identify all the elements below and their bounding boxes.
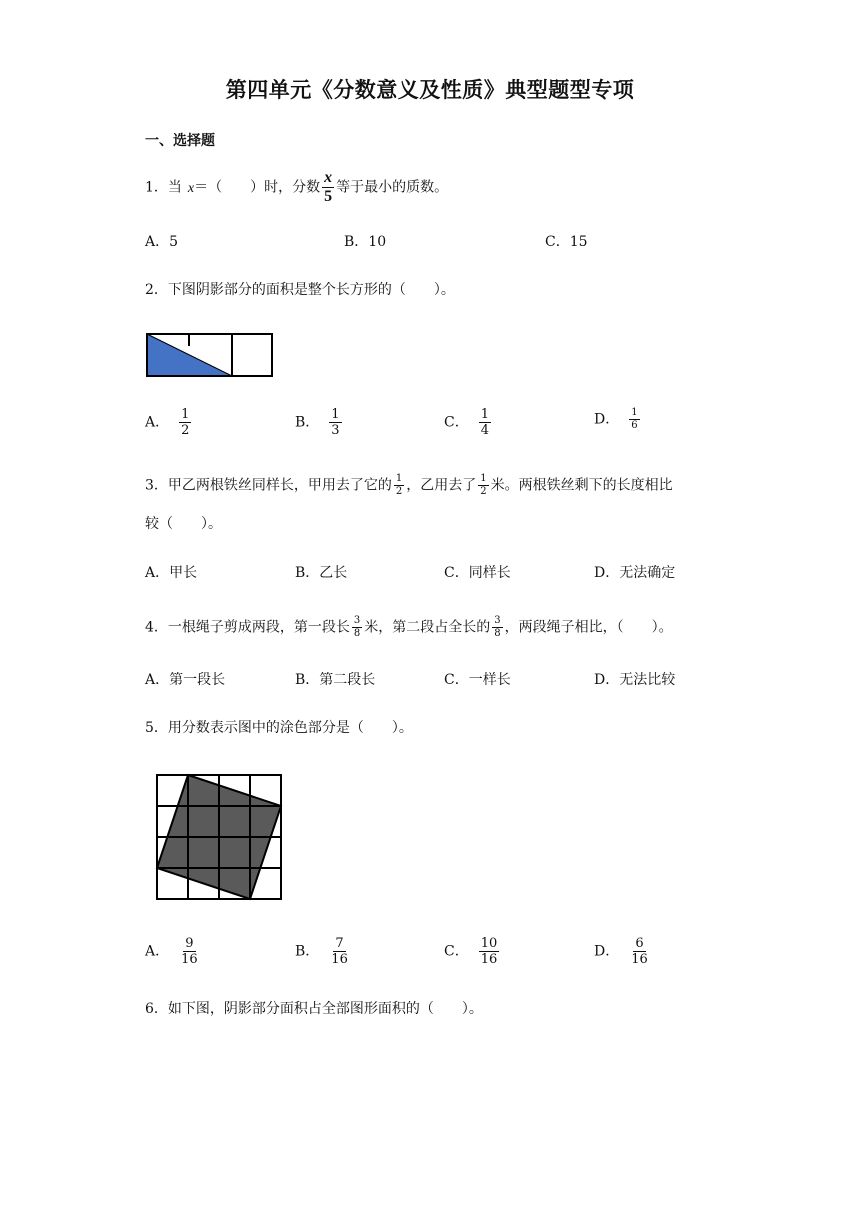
q5-option-a[interactable] [145,937,202,966]
q3-option-c[interactable]: C．同样长 [444,565,511,581]
q5-option-d-fraction [629,937,650,966]
q1-fraction-denominator: 5 [324,188,333,205]
q5-option-a-numerator: 9 [185,936,194,951]
q5-option-d-denominator: 16 [631,952,648,967]
q5-option-a-fraction [179,937,200,966]
q4-option-c[interactable]: C．一样长 [444,672,511,688]
q1-variable: x [187,180,195,196]
q1-option-c[interactable]: C．15 [545,234,588,250]
q5-option-d[interactable] [594,937,652,966]
question-1 [145,170,448,205]
q2-option-c-label: C． [444,414,469,431]
q3-option-d[interactable]: D．无法确定 [594,565,676,581]
question-3 [145,474,673,497]
q1-option-b[interactable]: B．10 [344,234,387,250]
question-6: 6．如下图，阴影部分面积占全部图形面积的（ ）。 [145,1001,483,1017]
q2-option-a[interactable] [145,408,193,437]
q5-option-d-numerator: 6 [635,936,644,951]
q5-grid-lines [157,775,281,899]
q3-fraction-1 [394,474,404,497]
q5-option-b-denominator: 16 [331,952,348,967]
page-title: 第四单元《分数意义及性质》典型题型专项 [225,78,635,102]
q1-prefix: 1．当 [145,179,182,196]
q4-fraction-1 [352,616,362,639]
q5-option-b-fraction [329,937,350,966]
q5-option-c-fraction [479,937,500,966]
q2-option-b-label: B． [295,414,320,431]
q4-text-part-2: 米，第二段占全长的 [364,619,491,636]
q3-fraction-2-numerator: 1 [480,473,487,484]
q3-fraction-2-denominator: 2 [480,486,487,497]
q5-option-a-label: A． [145,943,170,960]
q1-fraction-numerator: x [324,169,333,186]
q2-option-c-denominator: 4 [480,423,489,438]
q5-grid-figure [154,772,284,902]
q1-tail: 等于最小的质数。 [336,179,449,196]
q2-option-a-fraction [179,408,191,437]
question-2: 2．下图阴影部分的面积是整个长方形的（ ）。 [145,282,455,298]
q5-option-b-numerator: 7 [335,936,344,951]
q2-option-b[interactable] [295,408,344,437]
q2-option-c[interactable] [444,408,493,437]
q5-option-b-label: B． [295,943,320,960]
question-4 [145,616,673,639]
q4-fraction-2 [492,616,502,639]
q2-option-d[interactable] [594,408,642,431]
q2-rectangle-figure [144,331,276,379]
q2-option-d-label: D． [594,411,620,428]
q3-text-part-1: 3．甲乙两根铁丝同样长，甲用去了它的 [145,477,392,494]
q2-option-a-label: A． [145,414,170,431]
q3-option-b[interactable]: B．乙长 [295,565,348,581]
q2-option-c-numerator: 1 [480,407,489,422]
q5-option-a-denominator: 16 [181,952,198,967]
q2-option-d-denominator: 6 [631,420,638,431]
q2-option-b-numerator: 1 [331,407,340,422]
q5-option-b[interactable] [295,937,352,966]
q3-fraction-1-denominator: 2 [395,486,403,497]
q3-fraction-1-numerator: 1 [395,473,403,484]
q4-fraction-2-denominator: 8 [494,628,501,639]
q2-option-b-fraction [329,408,341,437]
question-5: 5．用分数表示图中的涂色部分是（ ）。 [145,720,413,736]
q2-option-d-fraction [629,408,639,431]
q4-fraction-2-numerator: 3 [494,615,501,626]
q3-option-a[interactable]: A．甲长 [145,565,198,581]
q5-option-c-label: C． [444,943,469,960]
q2-option-a-denominator: 2 [181,423,190,438]
q5-option-c[interactable] [444,937,501,966]
q3-text-part-3: 米。两根铁丝剩下的长度相比 [490,477,673,494]
q4-fraction-1-denominator: 8 [353,628,361,639]
q4-option-a[interactable]: A．第一段长 [145,672,226,688]
q1-option-a[interactable]: A．5 [145,234,179,250]
q5-option-c-numerator: 10 [480,936,498,951]
q3-text-line-2: 较（ ）。 [145,516,222,532]
q2-option-a-numerator: 1 [181,407,190,422]
q3-text-part-2: ，乙用去了 [406,477,477,494]
q4-option-d[interactable]: D．无法比较 [594,672,676,688]
q2-option-c-fraction [479,408,491,437]
q4-text-part-1: 4．一根绳子剪成两段，第一段长 [145,619,350,636]
q2-option-b-denominator: 3 [331,423,340,438]
q5-option-c-denominator: 16 [480,952,498,967]
q4-text-part-3: ，两段绳子相比，（ ）。 [504,619,673,636]
q4-fraction-1-numerator: 3 [353,615,361,626]
q1-equals: ＝（ ）时，分数 [194,179,321,196]
q2-option-d-numerator: 1 [631,407,638,418]
section-heading: 一、选择题 [145,133,215,149]
q3-fraction-2 [478,474,488,497]
q1-fraction [322,170,334,205]
q5-option-d-label: D． [594,943,620,960]
q4-option-b[interactable]: B．第二段长 [295,672,376,688]
